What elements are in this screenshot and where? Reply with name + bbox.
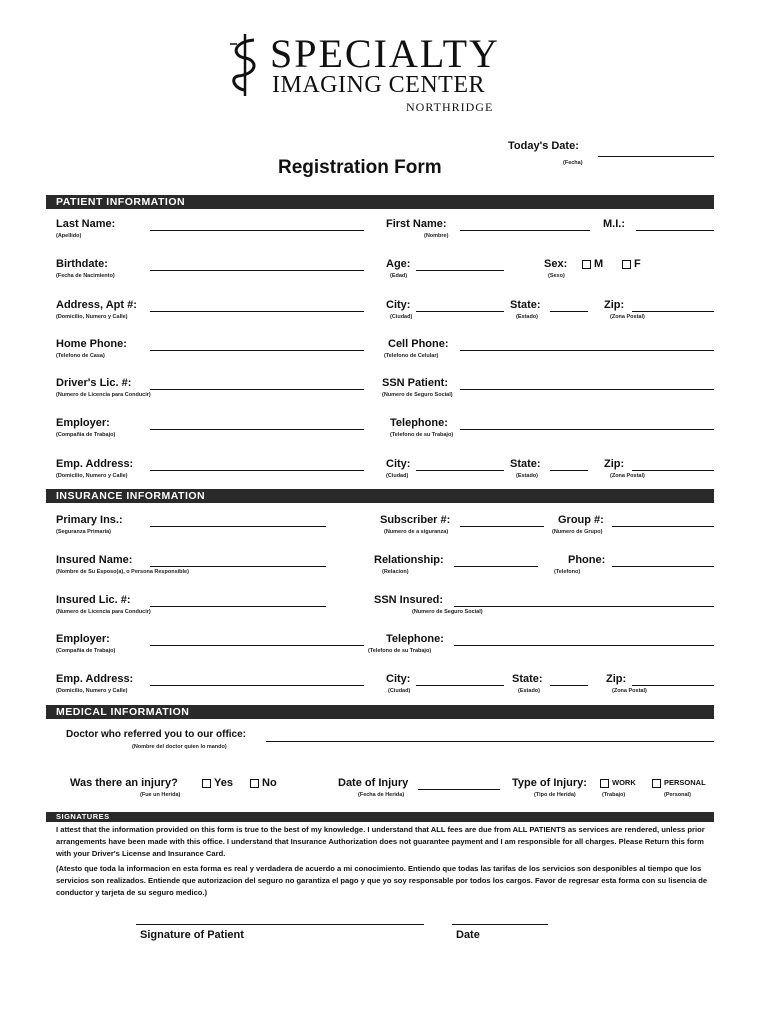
date-injury-label: Date of Injury xyxy=(338,777,409,789)
city-field[interactable] xyxy=(416,311,504,312)
birthdate-sub: (Fecha de Nacimiento) xyxy=(56,273,115,279)
work-option[interactable] xyxy=(600,778,636,788)
date-injury-field[interactable] xyxy=(418,789,500,790)
employer-field[interactable] xyxy=(150,429,364,430)
birthdate-field[interactable] xyxy=(150,270,364,271)
todays-date-sub: (Fecha) xyxy=(563,160,583,166)
insured-lic-sub: (Numero de Licencia para Conducir) xyxy=(56,609,151,615)
address-label: Address, Apt #: xyxy=(56,299,137,311)
doctor-field[interactable] xyxy=(266,741,714,742)
sex-m-option[interactable] xyxy=(582,258,603,270)
emp-address-label: Emp. Address: xyxy=(56,458,134,470)
work-label: WORK xyxy=(612,778,636,787)
doctor-label: Doctor who referred you to our office: xyxy=(66,729,247,740)
state2-sub: (Estado) xyxy=(516,473,538,479)
ins-employer-label: Employer: xyxy=(56,633,110,645)
state-field[interactable] xyxy=(550,311,588,312)
ins-employer-field[interactable] xyxy=(150,645,364,646)
home-phone-label: Home Phone: xyxy=(56,338,127,350)
ins-city-field[interactable] xyxy=(416,685,504,686)
ins-employer-sub: (Compañia de Trabajo) xyxy=(56,648,116,654)
injury-sub: (Fue un Herida) xyxy=(140,792,181,798)
subscriber-label: Subscriber #: xyxy=(380,514,451,526)
state2-field[interactable] xyxy=(550,470,588,471)
primary-ins-label: Primary Ins.: xyxy=(56,514,123,526)
injury-yes-option[interactable] xyxy=(202,777,233,789)
signature-label: Signature of Patient xyxy=(140,929,244,941)
ins-city-sub: (Ciudad) xyxy=(388,688,411,694)
ins-emp-address-field[interactable] xyxy=(150,685,364,686)
signature-date-field[interactable] xyxy=(452,924,548,925)
ssn-insured-field[interactable] xyxy=(454,606,714,607)
attestation-english: I attest that the information provided on this form is true to the best of my knowledge. I understand that ALL fees are due from ALL PATIENTS as services are rendered, unless prior arrangements have been made with this office. I understand that Insurance Authorization does not guarantee payment and I am responsible for all charges. Please Return this form with your Driver's License and Insurance Card. xyxy=(56,825,705,858)
emp-address-field[interactable] xyxy=(150,470,364,471)
injury-no-checkbox[interactable] xyxy=(250,779,259,788)
insured-lic-field[interactable] xyxy=(150,606,326,607)
sex-label: Sex: xyxy=(544,258,568,270)
address-sub: (Domicilio, Numero y Calle) xyxy=(56,314,128,320)
type-injury-sub: (Tipo de Herida) xyxy=(534,792,576,798)
state-label: State: xyxy=(510,299,541,311)
mi-field[interactable] xyxy=(636,230,714,231)
state2-label: State: xyxy=(510,458,541,470)
employer-label: Employer: xyxy=(56,417,110,429)
personal-option[interactable] xyxy=(652,778,706,788)
age-field[interactable] xyxy=(416,270,504,271)
sex-f-checkbox[interactable] xyxy=(622,260,631,269)
ins-state-label: State: xyxy=(512,673,543,685)
primary-ins-field[interactable] xyxy=(150,526,326,527)
ins-zip-label: Zip: xyxy=(606,673,627,685)
injury-no-label: No xyxy=(262,777,277,789)
age-sub: (Edad) xyxy=(390,273,408,279)
zip2-field[interactable] xyxy=(632,470,714,471)
insured-lic-label: Insured Lic. #: xyxy=(56,594,131,606)
sex-f-label: F xyxy=(634,258,641,270)
drivers-lic-field[interactable] xyxy=(150,389,364,390)
subscriber-sub: (Numero de a siguranza) xyxy=(384,529,449,535)
logo-line3: NORTHRIDGE xyxy=(406,100,494,114)
group-label: Group #: xyxy=(558,514,604,526)
signature-date-label: Date xyxy=(456,929,480,941)
doctor-sub: (Nombre del doctor quien lo mando) xyxy=(132,744,227,750)
injury-yes-checkbox[interactable] xyxy=(202,779,211,788)
ssn-field[interactable] xyxy=(460,389,714,390)
section-patient-info: PATIENT INFORMATION xyxy=(46,195,714,209)
date-injury-sub: (Fecha de Herida) xyxy=(358,792,405,798)
phone-field[interactable] xyxy=(612,566,714,567)
ssn-sub: (Numero de Seguro Social) xyxy=(382,392,453,398)
todays-date-field[interactable] xyxy=(598,156,714,157)
city-sub: (Ciudad) xyxy=(390,314,413,320)
subscriber-field[interactable] xyxy=(460,526,544,527)
work-checkbox[interactable] xyxy=(600,779,609,788)
sex-m-label: M xyxy=(594,258,604,270)
first-name-field[interactable] xyxy=(460,230,590,231)
phone-label: Phone: xyxy=(568,554,606,566)
type-injury-label: Type of Injury: xyxy=(512,777,587,789)
logo-line2: IMAGING CENTER xyxy=(272,72,485,98)
birthdate-label: Birthdate: xyxy=(56,258,108,270)
ins-emp-address-sub: (Domicilio, Numero y Calle) xyxy=(56,688,128,694)
ssn-insured-label: SSN Insured: xyxy=(374,594,444,606)
group-sub: (Numero de Grupo) xyxy=(552,529,603,535)
drivers-lic-sub: (Numero de Licencia para Conducir) xyxy=(56,392,151,398)
group-field[interactable] xyxy=(612,526,714,527)
ins-zip-sub: (Zona Postal) xyxy=(612,688,647,694)
logo-line1: SPECIALTY xyxy=(270,31,500,76)
ins-emp-address-label: Emp. Address: xyxy=(56,673,134,685)
section-insurance-info: INSURANCE INFORMATION xyxy=(46,489,714,503)
insured-name-sub: (Nombre de Su Esposo(a), o Persona Responsible) xyxy=(56,569,189,575)
cell-phone-sub: (Telefono de Celular) xyxy=(384,353,439,359)
telephone-sub: (Telefono de su Trabajo) xyxy=(390,432,454,438)
city-label: City: xyxy=(386,299,411,311)
relationship-label: Relationship: xyxy=(374,554,444,566)
ins-state-field[interactable] xyxy=(550,685,588,686)
city2-sub: (Ciudad) xyxy=(386,473,409,479)
ins-zip-field[interactable] xyxy=(632,685,714,686)
home-phone-sub: (Telefono de Casa) xyxy=(56,353,105,359)
ins-state-sub: (Estado) xyxy=(518,688,540,694)
phone-sub: (Telefono) xyxy=(554,569,581,575)
injury-yes-label: Yes xyxy=(214,777,233,789)
signature-field[interactable] xyxy=(136,924,424,925)
address-field[interactable] xyxy=(150,311,364,312)
state-sub: (Estado) xyxy=(516,314,538,320)
relationship-sub: (Relacion) xyxy=(382,569,409,575)
first-name-label: First Name: xyxy=(386,218,447,230)
last-name-label: Last Name: xyxy=(56,218,116,230)
zip-label: Zip: xyxy=(604,299,625,311)
telephone-label: Telephone: xyxy=(390,417,448,429)
sex-f-option[interactable] xyxy=(622,258,641,270)
section-signatures: SIGNATURES xyxy=(46,812,714,822)
employer-sub: (Compañia de Trabajo) xyxy=(56,432,116,438)
injury-no-option[interactable] xyxy=(250,777,277,789)
ssn-insured-sub: (Numero de Seguro Social) xyxy=(412,609,483,615)
age-label: Age: xyxy=(386,258,411,270)
work-sub: (Trabajo) xyxy=(602,792,626,798)
insured-name-label: Insured Name: xyxy=(56,554,133,566)
emp-address-sub: (Domicilio, Numero y Calle) xyxy=(56,473,128,479)
sex-sub: (Sexo) xyxy=(548,273,565,279)
zip-field[interactable] xyxy=(632,311,714,312)
city2-label: City: xyxy=(386,458,411,470)
telephone-field[interactable] xyxy=(460,429,714,430)
last-name-sub: (Apellido) xyxy=(56,233,82,239)
ins-city-label: City: xyxy=(386,673,411,685)
zip2-sub: (Zona Postal) xyxy=(610,473,645,479)
cell-phone-field[interactable] xyxy=(460,350,714,351)
ins-telephone-field[interactable] xyxy=(454,645,714,646)
ins-telephone-sub: (Telefono de su Trabajo) xyxy=(368,648,432,654)
personal-sub: (Personal) xyxy=(664,792,691,798)
insured-name-field[interactable] xyxy=(150,566,326,567)
logo-caduceus-icon xyxy=(228,30,262,105)
drivers-lic-label: Driver's Lic. #: xyxy=(56,377,132,389)
section-medical-info: MEDICAL INFORMATION xyxy=(46,705,714,719)
relationship-field[interactable] xyxy=(454,566,538,567)
page-title: Registration Form xyxy=(278,157,442,178)
personal-label: PERSONAL xyxy=(664,778,706,787)
ssn-label: SSN Patient: xyxy=(382,377,449,389)
zip2-label: Zip: xyxy=(604,458,625,470)
zip-sub: (Zona Postal) xyxy=(610,314,645,320)
sex-m-checkbox[interactable] xyxy=(582,260,591,269)
city2-field[interactable] xyxy=(416,470,504,471)
personal-checkbox[interactable] xyxy=(652,779,661,788)
first-name-sub: (Nombre) xyxy=(424,233,449,239)
primary-ins-sub: (Seguranza Primaria) xyxy=(56,529,112,535)
mi-label: M.I.: xyxy=(603,218,625,230)
cell-phone-label: Cell Phone: xyxy=(388,338,449,350)
ins-telephone-label: Telephone: xyxy=(386,633,444,645)
home-phone-field[interactable] xyxy=(150,350,364,351)
last-name-field[interactable] xyxy=(150,230,364,231)
injury-label: Was there an injury? xyxy=(70,777,178,789)
attestation-spanish: (Atesto que toda la informacion en esta forma es real y verdadera de acuerdo a mi conocimiento. Entiendo que todas las tarifas de los servicios son desponibles al tiempo que los servicios son realizados. Entiende que autorizacion del seguro no garantiza el pago y que yo soy responsable por todos los cargos. Favor de regresar esta forma con su lisencia de conductor y tarjeta de su seguro medico.) xyxy=(56,864,708,897)
todays-date-label: Today's Date: xyxy=(508,140,579,152)
